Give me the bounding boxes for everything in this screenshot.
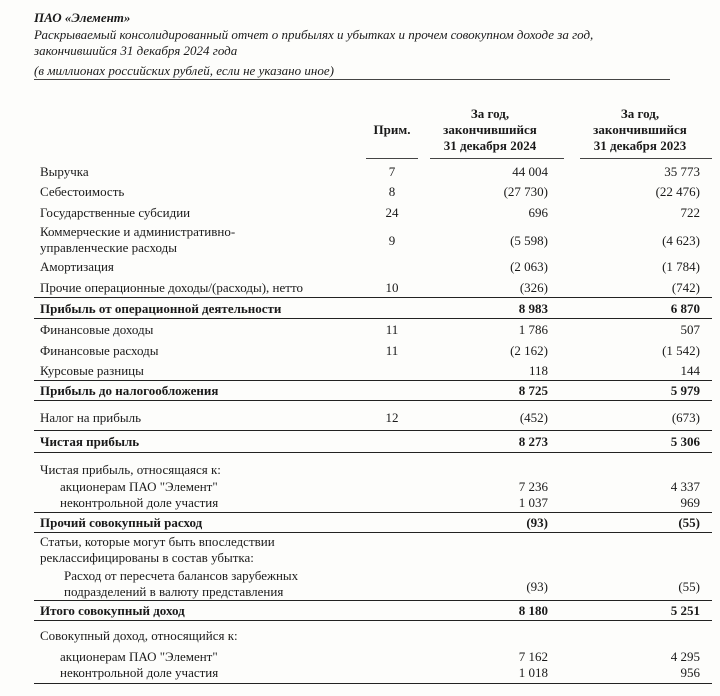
column-header-rule-2024 — [430, 158, 564, 159]
row-value-2024: (2 063) — [510, 259, 548, 274]
row-value-2024: 696 — [528, 205, 548, 220]
column-header-2024 — [416, 106, 564, 154]
row-label: Финансовые расходы — [40, 343, 159, 358]
row-value-2024: 1 786 — [518, 322, 548, 337]
row-value-2023: (673) — [671, 410, 700, 425]
row-label: неконтрольной доле участия — [60, 495, 219, 510]
row-label: Выручка — [40, 164, 89, 179]
row-value-2024: 8 273 — [518, 434, 548, 449]
table-row-other-comprehensive-expense — [0, 514, 720, 531]
table-row-sga-expenses — [0, 224, 720, 258]
row-value-2023: (55) — [678, 579, 700, 594]
row-label: Амортизация — [40, 259, 114, 274]
row-label: Итого совокупный доход — [40, 603, 185, 618]
table-row-np-shareholders — [0, 478, 720, 495]
row-label-line2: реклассифицированы в состав убытка: — [40, 550, 254, 565]
column-header-2023 — [566, 106, 714, 154]
row-label: Совокупный доход, относящийся к: — [40, 628, 238, 643]
row-divider — [34, 380, 712, 381]
row-value-2024: 8 725 — [518, 383, 548, 398]
row-value-2024: (326) — [519, 280, 548, 295]
table-row-fx-differences — [0, 362, 720, 379]
row-value-2023: 5 251 — [670, 603, 700, 618]
row-label — [64, 568, 298, 600]
row-note: 10 — [385, 280, 399, 295]
row-value-2024: (2 162) — [510, 343, 548, 358]
row-label: Налог на прибыль — [40, 410, 141, 425]
row-note: 9 — [388, 233, 396, 248]
row-divider — [34, 400, 712, 401]
row-label: Себестоимость — [40, 184, 125, 199]
column-header-2024-line3: 31 декабря 2024 — [443, 138, 537, 153]
table-row-other-operating — [0, 279, 720, 296]
row-value-2023: (55) — [678, 515, 700, 530]
row-value-2024: 8 180 — [518, 603, 548, 618]
row-label: акционерам ПАО "Элемент" — [60, 479, 218, 494]
row-note: 8 — [388, 184, 396, 199]
column-header-rule-2023 — [580, 158, 712, 159]
row-label: Чистая прибыль — [40, 434, 140, 449]
row-value-2023: 35 773 — [664, 164, 700, 179]
row-value-2024: 7 162 — [518, 649, 548, 664]
row-value-2023: 722 — [680, 205, 700, 220]
table-row-total-comprehensive-income — [0, 602, 720, 619]
table-row-net-profit-attributable — [0, 461, 720, 478]
row-divider — [34, 297, 712, 298]
row-label: Чистая прибыль, относящаяся к: — [40, 462, 221, 477]
row-value-2024: 8 983 — [518, 301, 548, 316]
row-value-2024: 1 037 — [518, 495, 548, 510]
row-label: Государственные субсидии — [40, 205, 191, 220]
row-value-2024: 7 236 — [518, 479, 548, 494]
company-name: ПАО «Элемент» — [34, 10, 131, 25]
column-header-2023-line1: За год, — [620, 106, 660, 121]
table-row-items-reclassified — [0, 534, 720, 568]
row-divider — [34, 318, 712, 319]
row-note: 24 — [385, 205, 399, 220]
row-divider — [34, 452, 712, 453]
row-value-2024: (93) — [526, 515, 548, 530]
row-value-2023: 956 — [680, 665, 700, 680]
row-label: Курсовые разницы — [40, 363, 144, 378]
row-note: 11 — [385, 322, 399, 337]
row-label-line1: Расход от пересчета балансов зарубежных — [64, 568, 299, 583]
column-header-note: Прим. — [373, 122, 411, 137]
report-title-line1: Раскрываемый консолидированный отчет о прибылях и убытках и прочем совокупном доходе за год, — [34, 27, 594, 42]
row-value-2023: (22 476) — [655, 184, 700, 199]
row-divider — [34, 512, 712, 513]
row-value-2023: 507 — [680, 322, 700, 337]
row-label: Прибыль до налогообложения — [40, 383, 219, 398]
row-value-2023: (1 784) — [662, 259, 700, 274]
row-value-2023: 144 — [680, 363, 700, 378]
column-header-2024-line2: закончившийся — [443, 122, 537, 137]
row-divider — [34, 600, 712, 601]
table-row-tci-shareholders — [0, 648, 720, 665]
row-note: 7 — [388, 164, 396, 179]
row-note: 12 — [385, 410, 399, 425]
row-value-2024: (5 598) — [510, 233, 548, 248]
row-value-2024: (93) — [526, 579, 548, 594]
row-value-2023: 4 295 — [670, 649, 700, 664]
row-value-2023: 6 870 — [670, 301, 700, 316]
row-label: Прочие операционные доходы/(расходы), нетто — [40, 280, 303, 295]
table-row-translation-expense — [0, 568, 720, 602]
table-row-finance-income — [0, 321, 720, 338]
row-label: Прибыль от операционной деятельности — [40, 301, 282, 316]
row-label-line1: Статьи, которые могут быть впоследствии — [40, 534, 275, 549]
column-header-rule-note — [366, 158, 418, 159]
table-row-cost-of-sales — [0, 183, 720, 200]
row-label-line1: Коммерческие и административно- — [40, 224, 236, 239]
report-title — [34, 27, 694, 59]
row-divider — [34, 532, 712, 533]
row-divider — [34, 430, 712, 431]
units-note: (в миллионах российских рублей, если не указано иное) — [34, 63, 334, 78]
table-row-net-profit — [0, 433, 720, 450]
row-value-2023: (4 623) — [662, 233, 700, 248]
row-label — [40, 534, 275, 566]
table-row-operating-profit — [0, 300, 720, 317]
column-header-2023-line2: закончившийся — [593, 122, 687, 137]
table-row-finance-costs — [0, 342, 720, 359]
table-row-tci-nci — [0, 664, 720, 681]
row-label-line2: управленческие расходы — [40, 240, 177, 255]
row-value-2024: (27 730) — [503, 184, 548, 199]
row-value-2024: 44 004 — [512, 164, 548, 179]
row-value-2024: 1 018 — [518, 665, 548, 680]
row-value-2023: 5 979 — [670, 383, 700, 398]
table-row-tci-attributable — [0, 627, 720, 644]
row-divider — [34, 620, 712, 621]
row-label: Финансовые доходы — [40, 322, 154, 337]
row-value-2023: 5 306 — [670, 434, 700, 449]
row-label: Прочий совокупный расход — [40, 515, 203, 530]
table-row-amortization — [0, 258, 720, 275]
table-row-revenue — [0, 163, 720, 180]
row-label-line2: подразделений в валюту представления — [64, 584, 284, 599]
table-row-government-grants — [0, 204, 720, 221]
row-label — [40, 224, 235, 256]
row-label: неконтрольной доле участия — [60, 665, 219, 680]
row-value-2024: 118 — [528, 363, 548, 378]
row-value-2024: (452) — [519, 410, 548, 425]
row-divider — [34, 683, 712, 684]
table-row-np-nci — [0, 494, 720, 511]
column-header-2024-line1: За год, — [470, 106, 510, 121]
row-value-2023: 969 — [680, 495, 700, 510]
report-title-line2: закончившийся 31 декабря 2024 года — [34, 43, 238, 58]
row-label: акционерам ПАО "Элемент" — [60, 649, 218, 664]
row-value-2023: (1 542) — [662, 343, 700, 358]
table-row-profit-before-tax — [0, 382, 720, 399]
row-value-2023: 4 337 — [670, 479, 700, 494]
header-divider — [34, 79, 670, 80]
table-row-income-tax — [0, 409, 720, 426]
row-value-2023: (742) — [671, 280, 700, 295]
column-header-2023-line3: 31 декабря 2023 — [593, 138, 687, 153]
row-note: 11 — [385, 343, 399, 358]
